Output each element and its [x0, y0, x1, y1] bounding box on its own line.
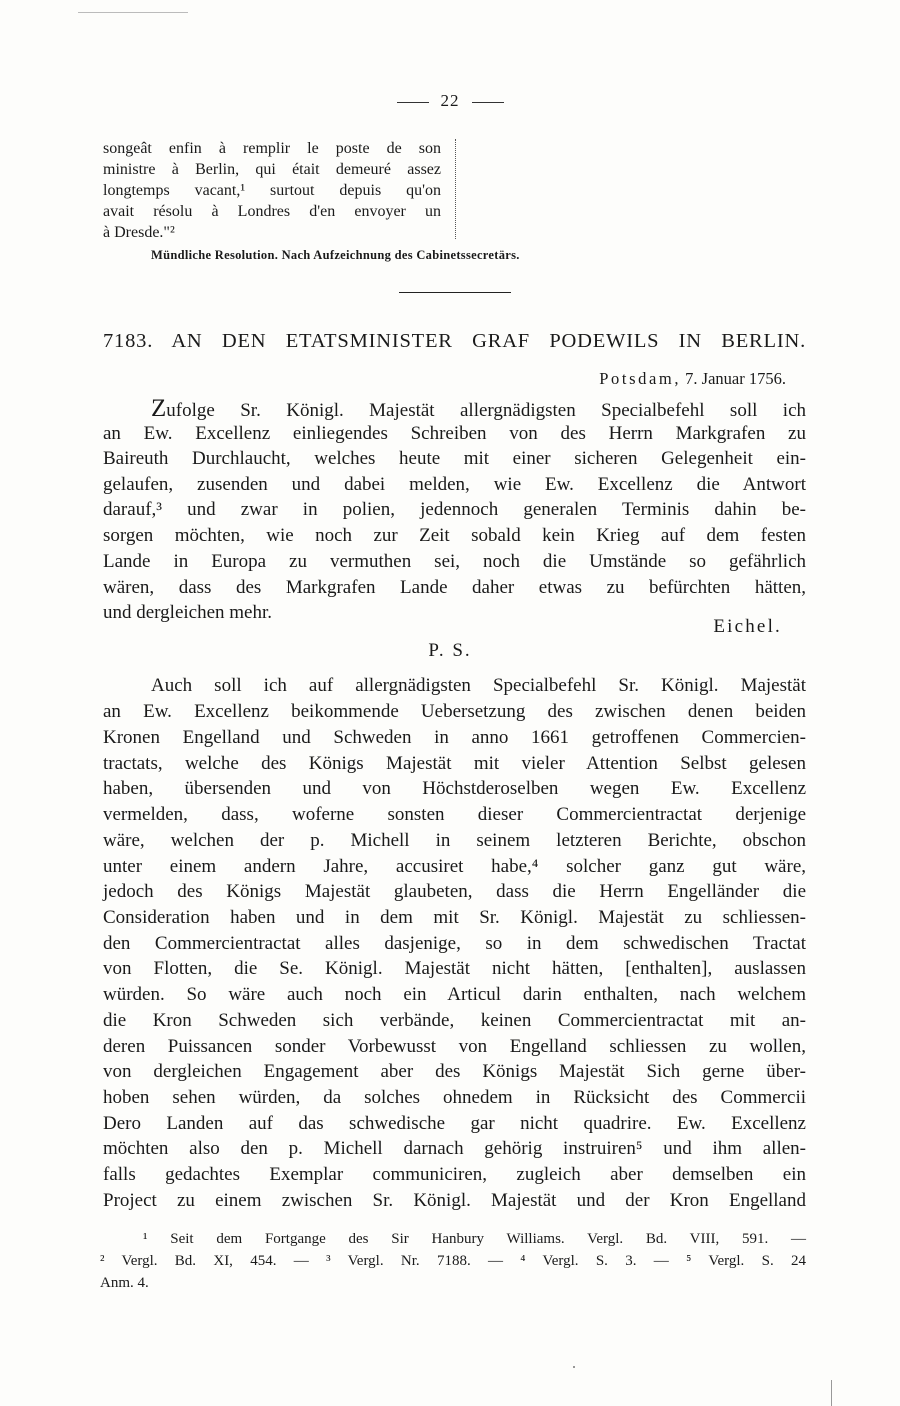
ps-line: von Flotten, die Se. Königl. Majestät nicht hätten, [enthalten], auslassen: [103, 958, 806, 979]
quote-line: ministre à Berlin, qui était demeuré assez: [103, 161, 441, 178]
ps-line: Auch soll ich auf allergnädigsten Specialbefehl Sr. Königl. Majestät: [151, 675, 806, 696]
signature: Eichel.: [713, 616, 782, 637]
body-line: und dergleichen mehr.: [103, 602, 273, 623]
ps-line: hoben sehen würden, da solches ohnedem in Rücksicht des Commercii: [103, 1087, 806, 1108]
body-line: Lande in Europa zu vermuthen sei, noch die Umstände so gefährlich: [103, 551, 806, 572]
body-line: wären, dass des Markgrafen Lande daher etwas zu befürchten hätten,: [103, 577, 806, 598]
body-line: darauf,³ und zwar in polien, jedennoch generalen Terminis dahin be-: [103, 499, 806, 520]
resolution-note: Mündliche Resolution. Nach Aufzeichnung des Cabinetssecretärs.: [151, 248, 520, 262]
letter-date: 7. Januar 1756.: [685, 369, 786, 388]
header-dash-right: [472, 102, 504, 103]
ps-line: vermelden, dass, woferne sonsten dieser Commercientractat derjenige: [103, 804, 806, 825]
letter-heading: 7183. AN DEN ETATSMINISTER GRAF PODEWILS IN BERLIN.: [103, 330, 806, 352]
ps-line: haben, übersenden und von Höchstderoselben wegen Ew. Excellenz: [103, 778, 806, 799]
quote-line: avait résolu à Londres d'en envoyer un: [103, 203, 441, 220]
ps-line: Consideration haben und in dem mit Sr. Königl. Majestät zu schliessen-: [103, 907, 806, 928]
scan-speck: [573, 1366, 575, 1368]
letter-dateline: [599, 369, 786, 389]
page-header: [0, 91, 900, 111]
ps-line: die Kron Schweden sich verbände, keinen Commercientractat mit an-: [103, 1010, 806, 1031]
quote-line: songeât enfin à remplir le poste de son: [103, 140, 441, 157]
ps-line: wäre, welchen der p. Michell in seinem letzteren Berichte, obschon: [103, 830, 806, 851]
body-line: Baireuth Durchlaucht, welches heute mit einer sicheren Gelegenheit ein-: [103, 448, 806, 469]
quote-line: à Dresde."²: [103, 224, 175, 241]
ps-line: tractats, welche des Königs Majestät mit vieler Attention Selbst gelesen: [103, 753, 806, 774]
ps-line: von dergleichen Engagement aber des Königs Majestät Sich gerne über-: [103, 1061, 806, 1082]
quote-margin-rule: [455, 139, 456, 239]
letter-place: Potsdam,: [599, 369, 682, 388]
ps-line: würden. So wäre auch noch ein Articul darin enthalten, nach welchem: [103, 984, 806, 1005]
body-line: an Ew. Excellenz einliegendes Schreiben von des Herrn Markgrafen zu: [103, 423, 806, 444]
postscript-heading: P. S.: [428, 640, 472, 661]
page-number: 22: [440, 91, 460, 110]
header-dash-left: [397, 102, 429, 103]
ps-line: den Commercientractat alles dasjenige, so in dem schwedischen Tractat: [103, 933, 806, 954]
body-line: sorgen möchten, wie noch zur Zeit sobald kein Krieg auf dem festen: [103, 525, 806, 546]
ps-line: Dero Landen auf das schwedische gar nicht quadrire. Ew. Excellenz: [103, 1113, 806, 1134]
top-edge-rule: [78, 12, 188, 13]
footnote-line: Anm. 4.: [100, 1275, 149, 1291]
ps-line: an Ew. Excellenz beikommende Uebersetzung des zwischen denen beiden: [103, 701, 806, 722]
footnote-line: ¹ Seit dem Fortgange des Sir Hanbury Williams. Vergl. Bd. VIII, 591. —: [143, 1231, 806, 1247]
body-line: Zufolge Sr. Königl. Majestät allergnädigsten Specialbefehl soll ich: [151, 395, 806, 422]
ps-line: möchten also den p. Michell darnach gehörig instruiren⁵ und ihm allen-: [103, 1138, 806, 1159]
footnote-line: ² Vergl. Bd. XI, 454. — ³ Vergl. Nr. 7188. — ⁴ Vergl. S. 3. — ⁵ Vergl. S. 24: [100, 1253, 806, 1269]
quote-line: longtemps vacant,¹ surtout depuis qu'on: [103, 182, 441, 199]
ps-line: Project zu einem zwischen Sr. Königl. Majestät und der Kron Engelland: [103, 1190, 806, 1211]
scan-edge-mark: [831, 1380, 832, 1406]
ps-line: deren Puissancen sonder Vorbewusst von Engelland schliessen zu wollen,: [103, 1036, 806, 1057]
body-line: gelaufen, zusenden und dabei melden, wie Ew. Excellenz die Antwort: [103, 474, 806, 495]
ps-line: falls gedachtes Exemplar communiciren, zugleich aber demselben ein: [103, 1164, 806, 1185]
ps-line: unter einem andern Jahre, accusiret habe,⁴ solcher ganz gut wäre,: [103, 856, 806, 877]
section-divider: [399, 292, 511, 293]
initial-letter: Z: [151, 395, 167, 422]
ps-line: jedoch des Königs Majestät glaubeten, dass die Herrn Engelländer die: [103, 881, 806, 902]
ps-line: Kronen Engelland und Schweden in anno 1661 getroffenen Commercien-: [103, 727, 806, 748]
